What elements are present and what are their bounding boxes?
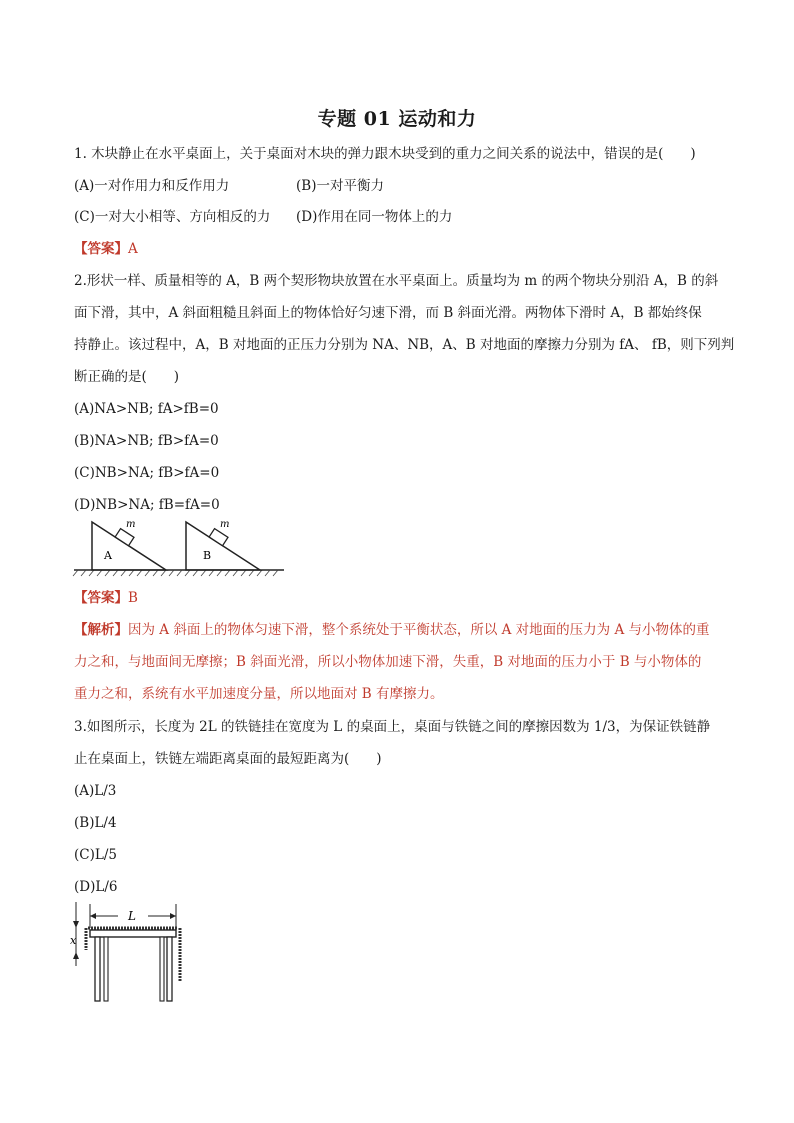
answer-tag: 【答案】	[74, 241, 128, 257]
block-on-b	[209, 529, 228, 546]
wedge-b-label: B	[203, 549, 212, 562]
q1-option-c: (C)一对大小相等、方向相反的力	[74, 209, 271, 225]
q2-option-d: (D)NB>NA; fB=fA=0	[74, 497, 220, 513]
q2-analysis-line-2: 力之和，与地面间无摩擦；B 斜面光滑，所以小物体加速下滑，失重，B 对地面的压力小于 B 与小物体的	[74, 654, 702, 670]
q2-stem-line-4: 断正确的是( )	[74, 369, 180, 385]
length-label-L: L	[128, 909, 136, 923]
answer-tag: 【答案】	[74, 590, 128, 606]
q2-stem-line-3: 持静止。该过程中，A，B 对地面的正压力分别为 NA、NB，A、B 对地面的摩擦力分别为 fA、 fB，则下列判	[74, 337, 735, 353]
q2-analysis-line-3: 重力之和，系统有水平加速度分量，所以地面对 B 有摩擦力。	[74, 686, 444, 702]
q3-option-a: (A)L/3	[74, 783, 117, 799]
q2-option-b: (B)NA>NB; fB>fA=0	[74, 433, 219, 449]
q2-stem-line-2: 面下滑，其中，A 斜面粗糙且斜面上的物体恰好匀速下滑，而 B 斜面光滑。两物体下滑时 A，B 都始终保	[74, 305, 702, 321]
q1-answer	[74, 240, 138, 258]
length-label-x: x	[70, 934, 77, 947]
answer-value: B	[128, 590, 138, 606]
analysis-text: 因为 A 斜面上的物体匀速下滑，整个系统处于平衡状态，所以 A 对地面的压力为 A 与小物体的重	[128, 622, 710, 638]
q2-stem-line-1: 2.形状一样、质量相等的 A，B 两个契形物块放置在水平桌面上。质量均为 m 的两个物块分别沿 A，B 的斜	[74, 273, 719, 289]
q3-stem-line-2: 止在桌面上，铁链左端距离桌面的最短距离为( )	[74, 751, 382, 767]
q2-answer	[74, 589, 138, 607]
q3-stem-line-1: 3.如图所示，长度为 2L 的铁链挂在宽度为 L 的桌面上，桌面与铁链之间的摩擦因数为 1/3，为保证铁链静	[74, 719, 711, 735]
analysis-tag: 【解析】	[74, 622, 128, 638]
block-on-a	[115, 529, 134, 546]
q3-option-b: (B)L/4	[74, 815, 117, 831]
wedges-figure	[72, 518, 286, 580]
q1-option-d: (D)作用在同一物体上的力	[296, 209, 453, 225]
q3-option-d: (D)L/6	[74, 879, 118, 895]
q2-analysis-line-1	[74, 621, 710, 639]
q1-stem: 1. 木块静止在水平桌面上，关于桌面对木块的弹力跟木块受到的重力之间关系的说法中，错误的是( )	[74, 146, 696, 162]
chain-table-figure	[68, 898, 188, 1006]
q2-option-c: (C)NB>NA; fB>fA=0	[74, 465, 220, 481]
block-a-mass-label: m	[126, 519, 136, 530]
q2-option-a: (A)NA>NB; fA>fB=0	[74, 401, 219, 417]
wedge-a-label: A	[104, 549, 112, 562]
answer-value: A	[128, 241, 138, 257]
block-b-mass-label: m	[220, 519, 230, 530]
q3-option-c: (C)L/5	[74, 847, 117, 863]
page-title: 专题 01 运动和力	[317, 108, 477, 130]
q1-option-a: (A)一对作用力和反作用力	[74, 178, 230, 194]
q1-option-b: (B)一对平衡力	[296, 178, 384, 194]
